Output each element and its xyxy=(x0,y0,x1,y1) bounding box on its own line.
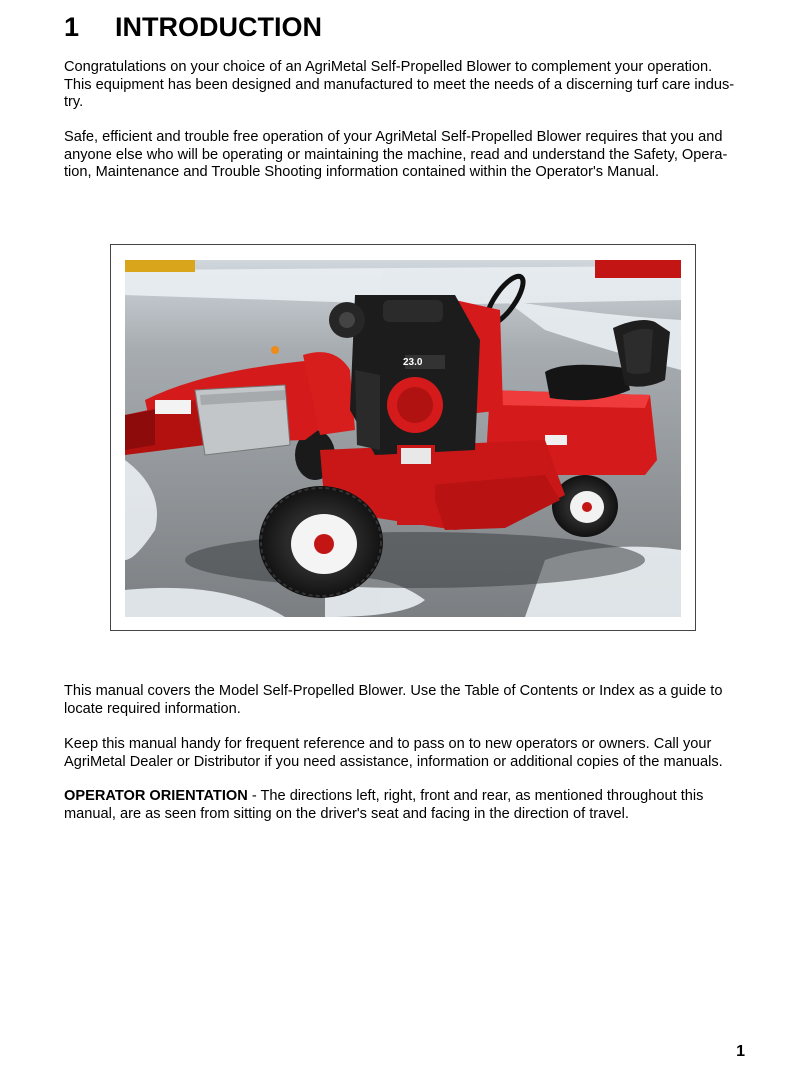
text-line: - The directions left, right, front and rear, as mentioned throughout this xyxy=(247,788,704,804)
blower-photo xyxy=(125,260,681,617)
text-line: Congratulations on your choice of an AgriMetal Self-Propelled Blower to complement your operation. xyxy=(64,59,713,75)
front-wheel xyxy=(259,486,383,598)
text-line: Keep this manual handy for frequent reference and to pass on to new operators or owners. Call your xyxy=(64,736,712,752)
text-line: manual, are as seen from sitting on the driver's seat and facing in the direction of travel. xyxy=(64,805,629,822)
text-line: tion, Maintenance and Trouble Shooting information contained within the Operator's Manual. xyxy=(64,164,660,181)
paragraph-manual-coverage xyxy=(64,683,744,718)
background-yellow-machine xyxy=(125,260,195,272)
text-line: Safe, efficient and trouble free operation of your AgriMetal Self-Propelled Blower requires that you and xyxy=(64,129,723,145)
paragraph-safety xyxy=(64,129,744,182)
reflector xyxy=(271,346,279,354)
paragraph-congratulations xyxy=(64,59,744,112)
text-line: This equipment has been designed and manufactured to meet the needs of a discerning turf care indus- xyxy=(64,76,735,93)
text-line: anyone else who will be operating or maintaining the machine, read and understand the Safety, Opera- xyxy=(64,146,728,163)
blower-photo-frame xyxy=(110,244,696,631)
machine-shadow xyxy=(185,532,645,588)
rear-wheel xyxy=(552,475,618,537)
paragraph-operator-orientation xyxy=(64,788,744,823)
page-number: 1 xyxy=(736,1043,745,1060)
text-line: This manual covers the Model Self-Propelled Blower. Use the Table of Contents or Index as a guide to xyxy=(64,683,723,699)
paragraph-keep-manual xyxy=(64,736,744,771)
background-red-machine xyxy=(595,260,681,278)
front-support xyxy=(397,445,435,525)
text-line: locate required information. xyxy=(64,700,241,717)
text-line: AgriMetal Dealer or Distributor if you need assistance, information or additional copies of the manuals. xyxy=(64,753,723,770)
text-line: try. xyxy=(64,94,84,111)
section-number: 1 xyxy=(64,12,80,42)
page-heading xyxy=(64,12,322,43)
section-title: INTRODUCTION xyxy=(115,12,322,42)
orientation-label: OPERATOR ORIENTATION xyxy=(64,788,248,804)
engine-badge: 23.0 xyxy=(403,357,423,368)
